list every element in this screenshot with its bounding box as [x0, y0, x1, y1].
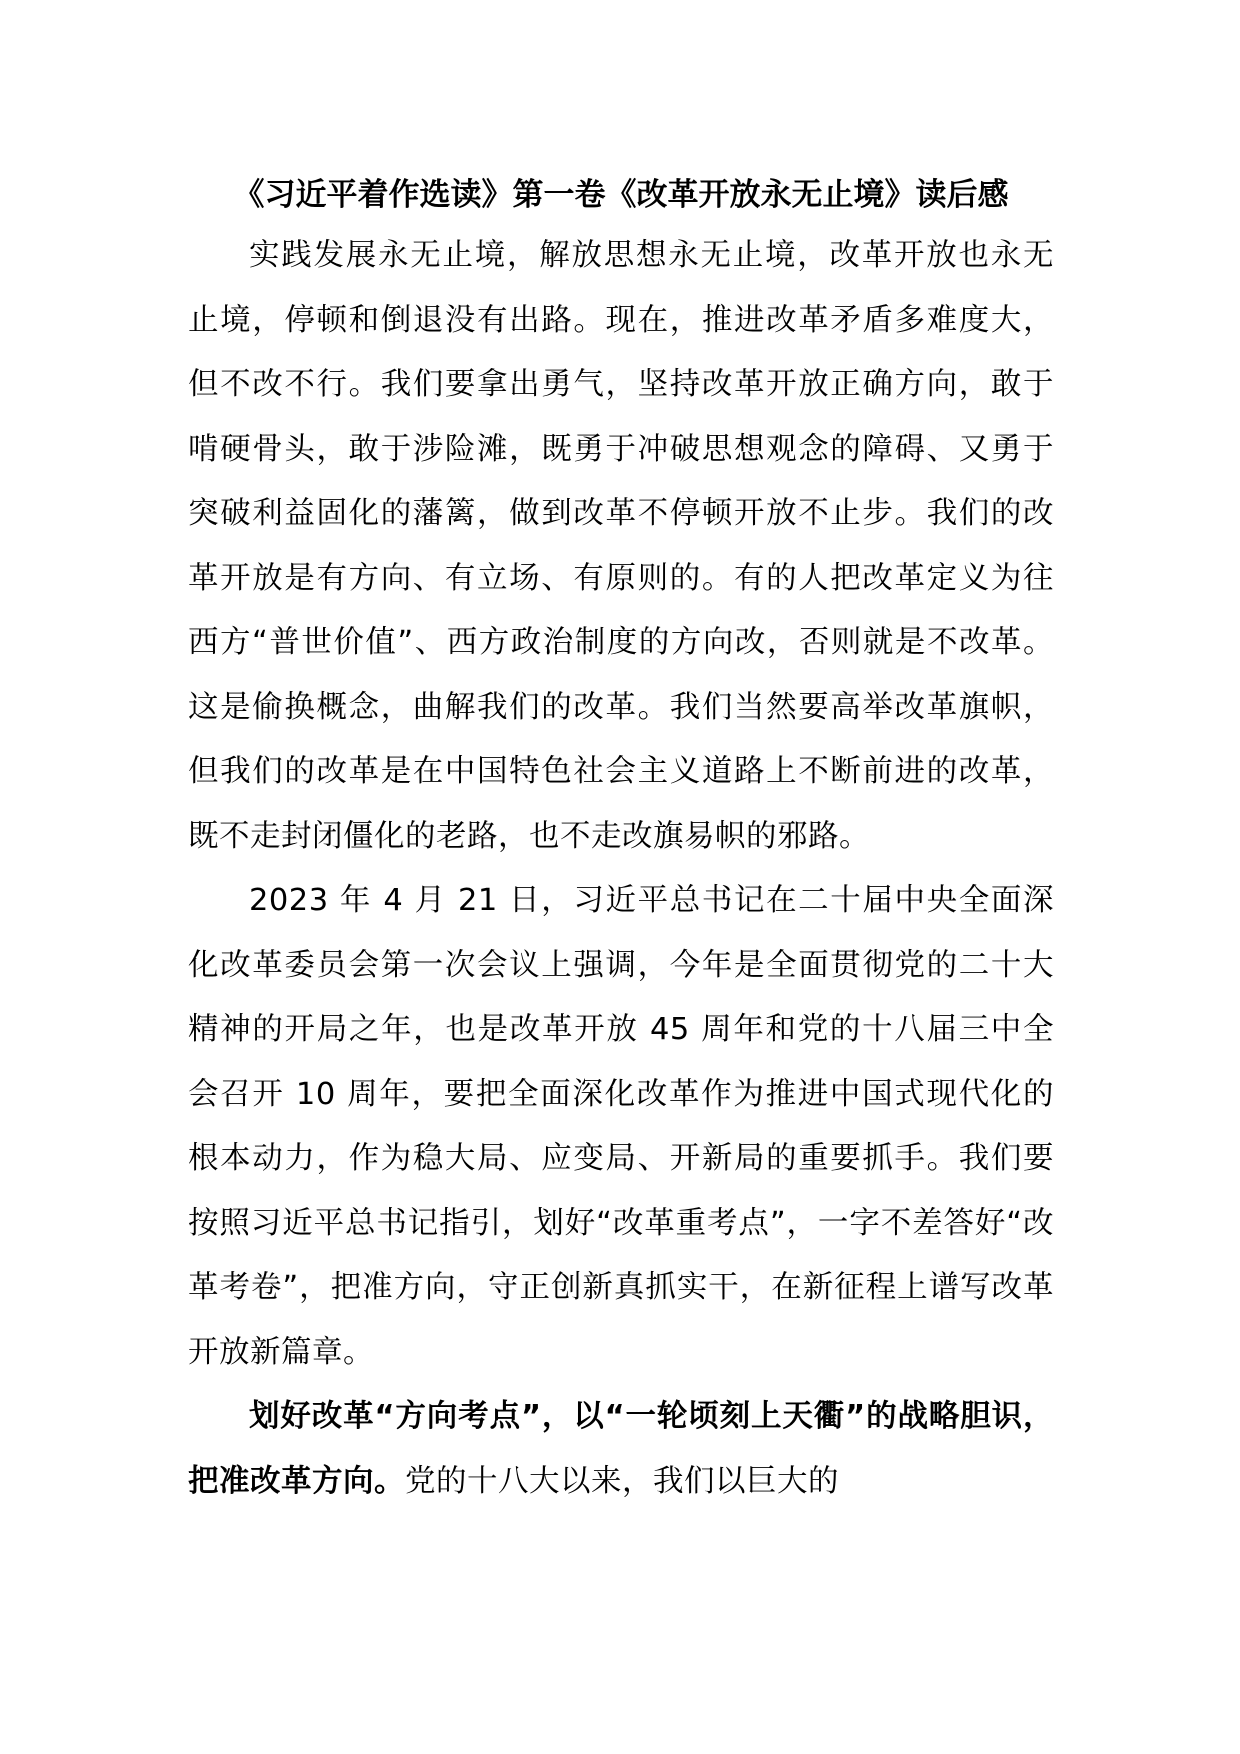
- paragraph-3-text: 党的十八大以来，我们以巨大的: [405, 1463, 839, 1499]
- paragraph-1: 实践发展永无止境，解放思想永无止境，改革开放也永无止境，停顿和倒退没有出路。现在，推进改革矛盾多难度大，但不改不行。我们要拿出勇气，坚持改革开放正确方向，敢于啃硬骨头，敢于涉险滩，既勇于冲破思想观念的障碍、又勇于突破利益固化的藩篱，做到改革不停顿开放不止步。我们的改革开放是有方向、有立场、有原则的。有的人把改革定义为往西方“普世价值”、西方政治制度的方向改，否则就是不改革。这是偷换概念，曲解我们的改革。我们当然要高举改革旗帜，但我们的改革是在中国特色社会主义道路上不断前进的改革，既不走封闭僵化的老路，也不走改旗易帜的邪路。: [188, 238, 1054, 854]
- document-title: 《习近平着作选读》第一卷《改革开放永无止境》读后感: [233, 177, 1009, 213]
- paragraph-3-heading: 划好改革“方向考点”，以“一轮顷刻上天衢”的战略胆识，把准改革方向。: [188, 1399, 1054, 1499]
- paragraph-3: [188, 1385, 1054, 1514]
- paragraph-2: 2023 年 4 月 21 日，习近平总书记在二十届中央全面深化改革委员会第一次会议上强调，今年是全面贯彻党的二十大精神的开局之年，也是改革开放 45 周年和党的十八届三中全会召开 10 周年，要把全面深化改革作为推进中国式现代化的根本动力，作为稳大局、应变局、开新局的重要抓手。我们要按照习近平总书记指引，划好“改革重考点”，一字不差答好“改革考卷”，把准方向，守正创新真抓实干，在新征程上谱写改革开放新篇章。: [188, 883, 1054, 1370]
- document-body: [188, 172, 1054, 1514]
